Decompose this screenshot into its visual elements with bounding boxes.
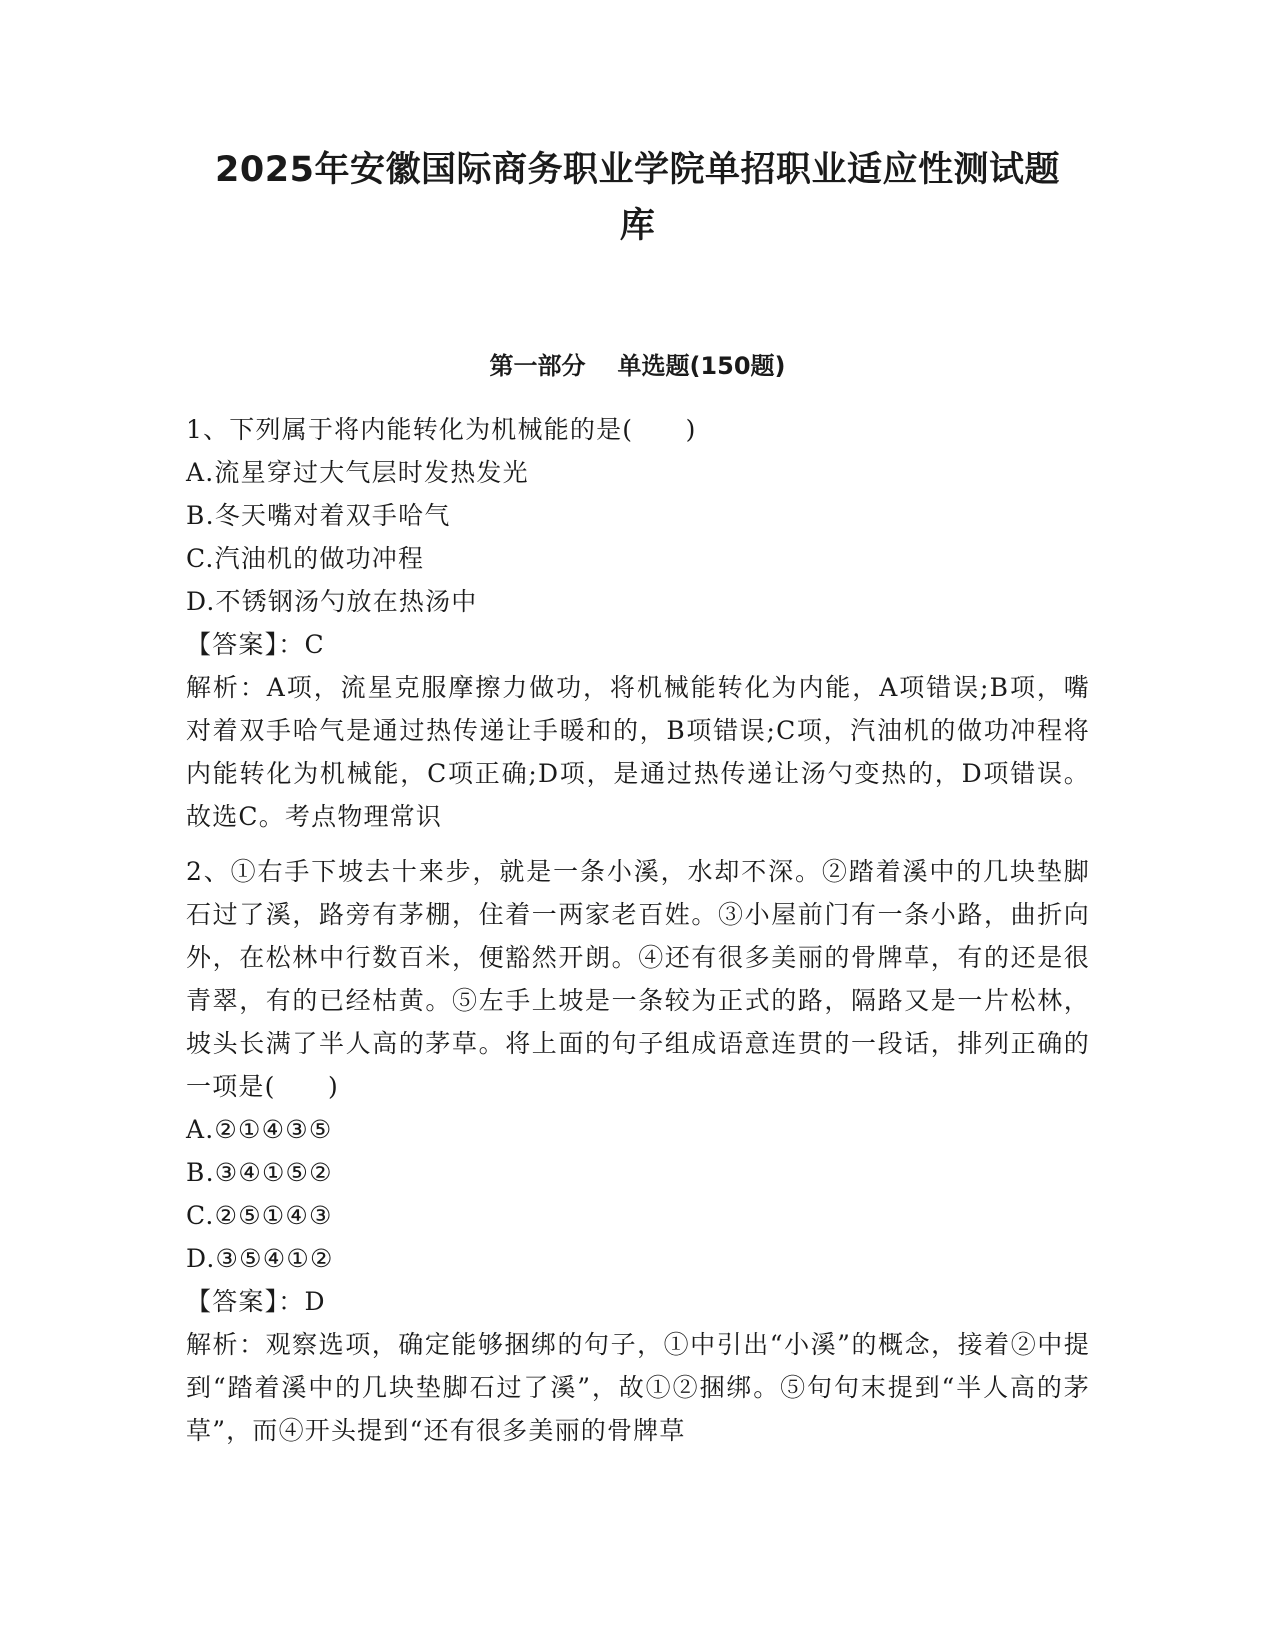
- answer-label: 【答案】：D: [186, 1287, 326, 1316]
- document-title-line-1: 2025年安徽国际商务职业学院单招职业适应性测试题: [215, 150, 1060, 190]
- question-1: [186, 408, 1090, 838]
- section-name-label: 单选题(150题): [617, 352, 786, 380]
- option-c: C.②⑤①④③: [186, 1201, 333, 1230]
- option-b: B.冬天嘴对着双手哈气: [186, 501, 451, 530]
- section-heading: [150, 348, 1125, 384]
- question-list: [186, 408, 1090, 1452]
- option-d: D.不锈钢汤勺放在热汤中: [186, 587, 478, 616]
- option-a: A.流星穿过大气层时发热发光: [186, 458, 529, 487]
- question-stem: 1、下列属于将内能转化为机械能的是( ): [186, 415, 697, 444]
- document-title: [150, 142, 1125, 254]
- answer-label: 【答案】：C: [186, 630, 325, 659]
- section-part-label: 第一部分: [489, 352, 586, 380]
- option-d: D.③⑤④①②: [186, 1244, 334, 1273]
- option-b: B.③④①⑤②: [186, 1158, 333, 1187]
- question-stem: 2、①右手下坡去十来步，就是一条小溪，水却不深。②踏着溪中的几块垫脚石过了溪，路旁有茅棚，住着一两家老百姓。③小屋前门有一条小路，曲折向外，在松林中行数百米，便豁然开朗。④还有很多美丽的骨牌草，有的还是很青翠，有的已经枯黄。⑤左手上坡是一条较为正式的路，隔路又是一片松林，坡头长满了半人高的茅草。将上面的句子组成语意连贯的一段话，排列正确的一项是( ): [186, 857, 1090, 1101]
- document-title-line-2: 库: [619, 206, 656, 246]
- analysis-text: 解析：A项，流星克服摩擦力做功，将机械能转化为内能，A项错误;B项，嘴对着双手哈气是通过热传递让手暖和的，B项错误;C项，汽油机的做功冲程将内能转化为机械能，C项正确;D项，是通过热传递让汤勺变热的，D项错误。故选C。考点物理常识: [186, 673, 1090, 831]
- analysis-text: 解析：观察选项，确定能够捆绑的句子，①中引出“小溪”的概念，接着②中提到“踏着溪中的几块垫脚石过了溪”，故①②捆绑。⑤句句末提到“半人高的茅草”，而④开头提到“还有很多美丽的骨牌草: [186, 1330, 1090, 1445]
- option-c: C.汽油机的做功冲程: [186, 544, 425, 573]
- option-a: A.②①④③⑤: [186, 1115, 333, 1144]
- question-2: [186, 850, 1090, 1452]
